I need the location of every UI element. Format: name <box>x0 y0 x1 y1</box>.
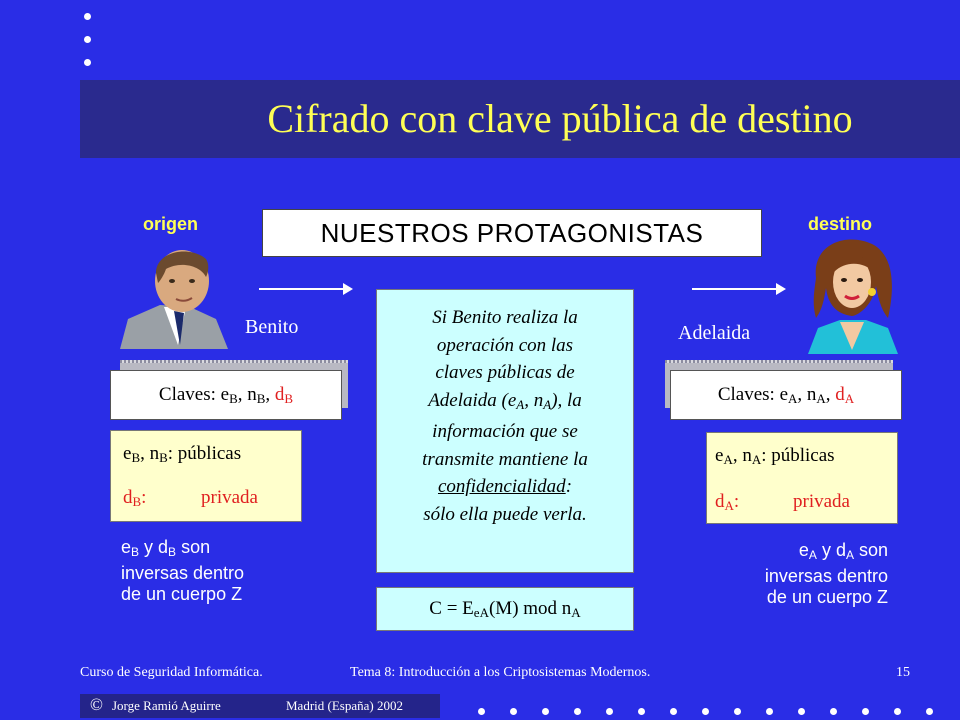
destination-keys-box <box>670 370 902 420</box>
private-label: privada <box>793 491 850 512</box>
key-sep: , <box>825 384 836 405</box>
formula-part: (M) mod n <box>488 598 572 619</box>
decor-dot <box>862 708 869 715</box>
public-n-sub: A <box>751 452 762 467</box>
decor-dot <box>734 708 741 715</box>
public-suffix: : públicas <box>167 443 242 464</box>
destination-name: Adelaida <box>678 322 751 344</box>
key-e: e <box>779 384 788 405</box>
key-sep: , <box>265 384 275 405</box>
confidentiality-word: confidencialidad <box>437 476 566 497</box>
private-d-sub: A <box>724 498 734 513</box>
note-line: inversas dentro <box>764 566 888 586</box>
note-and: y d <box>816 540 846 560</box>
keys-prefix: Claves: <box>717 384 780 405</box>
private-colon: : <box>141 487 147 508</box>
public-suffix: : públicas <box>761 445 835 466</box>
explanation-fragment: ), la <box>551 389 582 411</box>
key-d-sub: A <box>844 391 855 406</box>
decor-dot <box>574 708 581 715</box>
explanation-line: sólo ella puede verla. <box>423 503 587 525</box>
explanation-fragment: : <box>565 476 573 497</box>
public-e: e <box>715 445 724 466</box>
note-line: de un cuerpo Z <box>766 587 888 607</box>
public-n: n <box>742 445 752 466</box>
formula-box <box>376 587 634 631</box>
note-d-sub: A <box>845 548 854 562</box>
note-rest: son <box>176 537 211 557</box>
key-n-sub: A <box>816 391 826 406</box>
note-e: e <box>121 537 132 557</box>
explanation-fragment: Adelaida (e <box>428 389 517 411</box>
decor-dot <box>926 708 933 715</box>
right-arrow-icon <box>692 288 784 290</box>
decor-dot <box>606 708 613 715</box>
origin-keys-box <box>110 370 342 420</box>
note-line: inversas dentro <box>121 563 245 583</box>
explanation-box <box>376 289 634 573</box>
footer-course: Curso de Seguridad Informática. <box>80 665 263 680</box>
decor-dot <box>84 36 91 43</box>
decor-dot <box>702 708 709 715</box>
key-sep: , <box>797 384 807 405</box>
explanation-line <box>377 387 633 419</box>
explanation-sub: A <box>516 396 525 412</box>
decor-dot <box>894 708 901 715</box>
private-d: d <box>715 491 725 512</box>
explanation-line: claves públicas de <box>435 362 575 383</box>
copyright-symbol: © <box>90 695 103 714</box>
decor-dot <box>766 708 773 715</box>
key-e-sub: A <box>788 391 798 406</box>
explanation-fragment: , n <box>524 389 544 411</box>
origin-name: Benito <box>245 316 299 338</box>
origin-label: origen <box>143 214 199 234</box>
decor-dot <box>84 13 91 20</box>
copyright-band <box>80 694 440 718</box>
explanation-line: transmite mantiene la <box>422 448 588 470</box>
formula-sub: A <box>571 605 581 620</box>
private-d: d <box>123 487 133 508</box>
origin-key-roles-box <box>110 430 302 522</box>
footer-topic: Tema 8: Introducción a los Criptosistemas Modernos. <box>350 665 651 680</box>
note-d-sub: B <box>168 545 177 559</box>
explanation-line: operación con las <box>436 334 574 356</box>
note-e-sub: B <box>131 545 140 559</box>
note-and: y d <box>139 537 169 557</box>
key-sep: , <box>237 384 248 405</box>
decor-dot <box>638 708 645 715</box>
protagonists-banner: NUESTROS PROTAGONISTAS <box>262 209 762 257</box>
public-n-sub: B <box>159 450 168 465</box>
man-portrait-icon <box>120 247 228 349</box>
decor-dot <box>798 708 805 715</box>
right-arrow-icon <box>259 288 351 290</box>
private-d-sub: B <box>132 494 142 509</box>
destination-inverse-note <box>720 540 888 608</box>
key-n-sub: B <box>256 391 266 406</box>
public-sep: , <box>140 443 150 464</box>
private-label: privada <box>201 487 258 508</box>
explanation-sub: A <box>543 396 552 412</box>
footer-place: Madrid (España) 2002 <box>286 698 403 713</box>
key-d: d <box>274 384 285 405</box>
key-e: e <box>220 384 230 405</box>
explanation-line <box>377 473 633 501</box>
public-e-sub: B <box>131 450 141 465</box>
explanation-line: información que se <box>432 421 578 442</box>
key-e-sub: B <box>229 391 238 406</box>
decor-dot <box>670 708 677 715</box>
explanation-line: Si Benito realiza la <box>432 307 578 328</box>
decor-dot <box>510 708 517 715</box>
keys-prefix: Claves: <box>158 384 221 405</box>
key-d: d <box>835 384 845 405</box>
destination-key-roles-box <box>706 432 898 524</box>
public-n: n <box>149 443 160 464</box>
decor-dot <box>478 708 485 715</box>
explanation-text <box>377 304 633 528</box>
title-band <box>80 80 960 158</box>
public-e-sub: A <box>723 452 733 467</box>
destination-label: destino <box>808 214 873 234</box>
decor-dot <box>84 59 91 66</box>
footer-author: Jorge Ramió Aguirre <box>112 698 221 713</box>
private-colon: : <box>733 491 740 512</box>
decor-dot <box>830 708 837 715</box>
formula-part: C = E <box>429 598 474 619</box>
key-d-sub: B <box>284 391 294 406</box>
decor-dot <box>542 708 549 715</box>
key-n: n <box>247 384 257 405</box>
note-e-sub: A <box>808 548 817 562</box>
slide-title: Cifrado con clave pública de destino <box>267 96 853 141</box>
public-e: e <box>123 443 132 464</box>
origin-inverse-note <box>121 537 244 605</box>
note-line: de un cuerpo Z <box>121 584 243 604</box>
public-sep: , <box>732 445 743 466</box>
note-rest: son <box>853 540 888 560</box>
note-e: e <box>798 540 809 560</box>
formula-sub: eA <box>473 605 489 620</box>
key-n: n <box>806 384 817 405</box>
woman-portrait-icon <box>806 238 898 354</box>
footer-page-number: 15 <box>896 665 910 680</box>
